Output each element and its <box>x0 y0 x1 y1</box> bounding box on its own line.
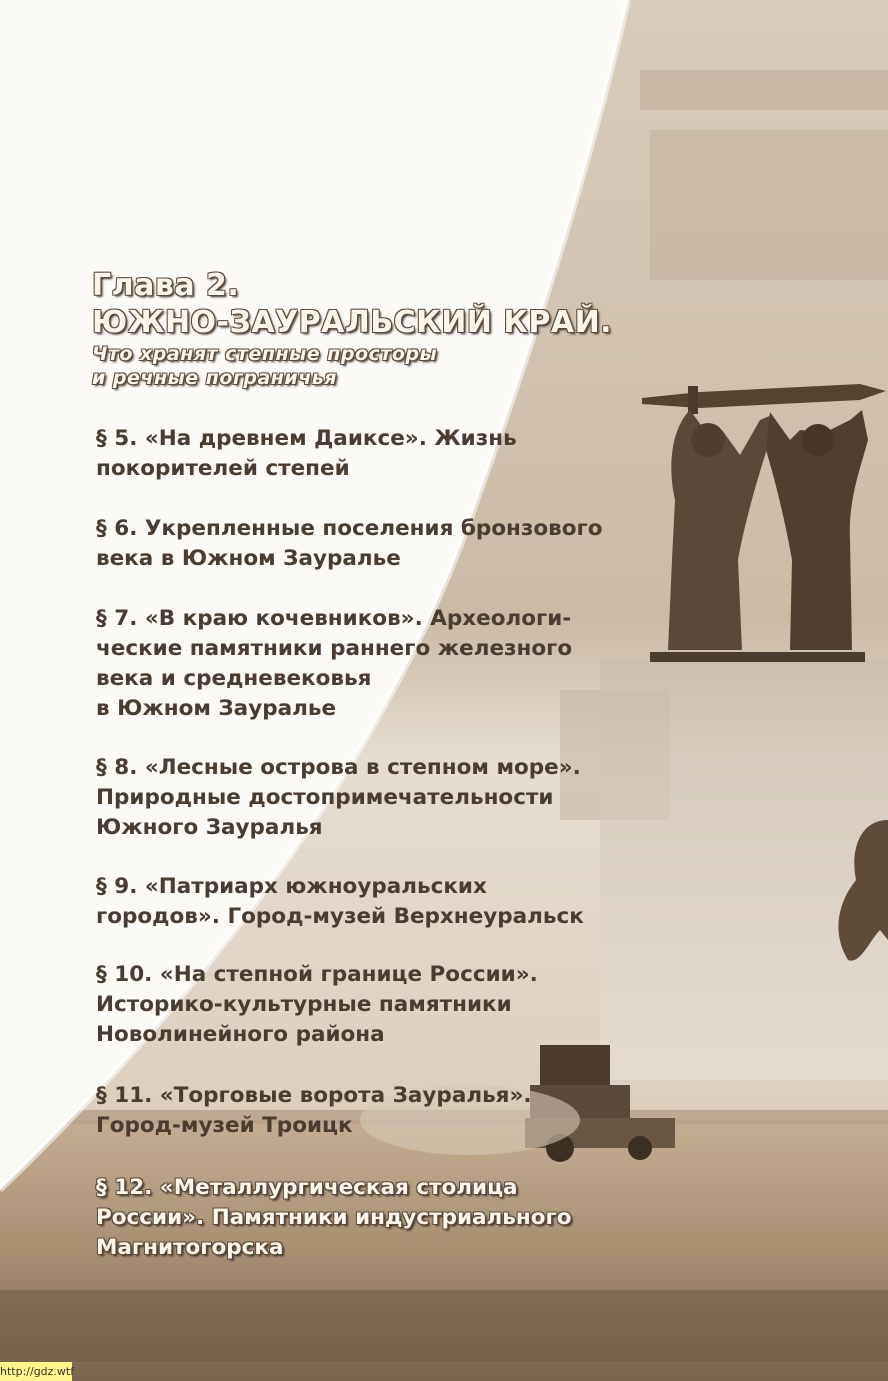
toc-line: Город-музей Троицк <box>96 1113 353 1138</box>
chapter-subtitle-line-2: и речные пограничья <box>92 367 337 389</box>
toc-line: России». Памятники индустриального <box>96 1205 572 1230</box>
toc-line: § 12. «Металлургическая столица <box>96 1175 518 1200</box>
toc-item-section-9 <box>96 872 696 932</box>
toc-line: § 8. «Лесные острова в степном море». <box>96 755 581 780</box>
toc-item-section-12 <box>96 1173 696 1263</box>
toc-item-section-7 <box>96 604 696 724</box>
toc-line: века в Южном Зауралье <box>96 546 401 571</box>
toc-line: § 9. «Патриарх южноуральских <box>96 874 487 899</box>
toc-line: Южного Зауралья <box>96 815 323 840</box>
chapter-title: ЮЖНО-ЗАУРАЛЬСКИЙ КРАЙ. <box>92 305 613 340</box>
toc-line: Новолинейного района <box>96 1022 385 1047</box>
toc-item-section-10 <box>96 960 696 1050</box>
watermark-url: http://gdz.wtf <box>0 1362 72 1381</box>
toc-item-section-8 <box>96 753 696 843</box>
toc-line: века и средневековья <box>96 666 372 691</box>
toc-line: в Южном Зауралье <box>96 696 337 721</box>
toc-item-section-6 <box>96 514 696 574</box>
toc-line: Магнитогорска <box>96 1235 284 1260</box>
toc-line: § 11. «Торговые ворота Зауралья». <box>96 1083 532 1108</box>
toc-line: § 6. Укрепленные поселения бронзового <box>96 516 603 541</box>
toc-item-section-5 <box>96 424 696 484</box>
toc-line: ческие памятники раннего железного <box>96 636 573 661</box>
chapter-number: Глава 2. <box>92 268 240 303</box>
toc-line: § 5. «На древнем Даиксе». Жизнь <box>96 426 517 451</box>
toc-line: городов». Город-музей Верхнеуральск <box>96 904 584 929</box>
toc-item-section-11 <box>96 1081 696 1141</box>
toc-line: § 10. «На степной границе России». <box>96 962 538 987</box>
toc-line: § 7. «В краю кочевников». Археологи- <box>96 606 572 631</box>
toc-line: Природные достопримечательности <box>96 785 554 810</box>
toc-line: Историко-культурные памятники <box>96 992 512 1017</box>
chapter-subtitle-line-1: Что хранят степные просторы <box>92 343 438 365</box>
toc-line: покорителей степей <box>96 456 350 481</box>
